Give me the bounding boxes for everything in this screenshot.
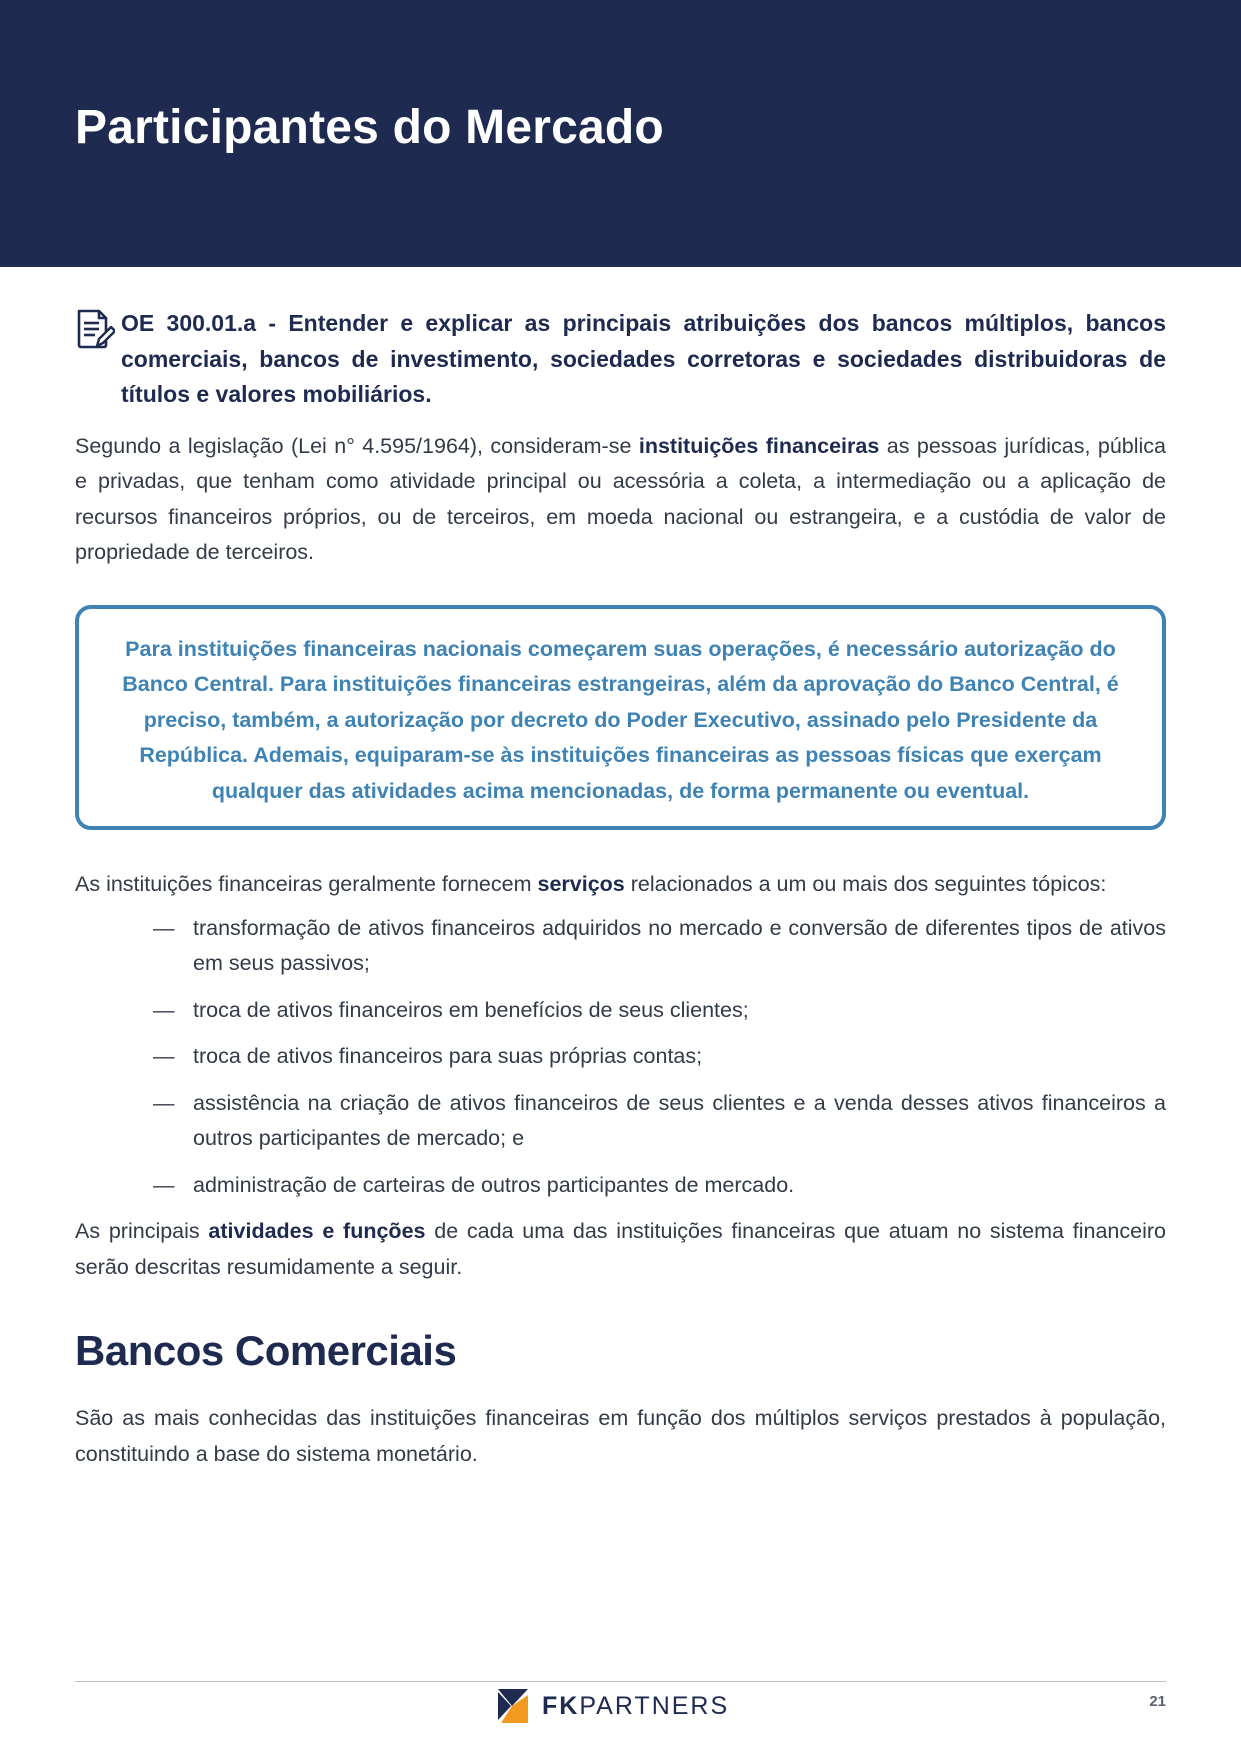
bold-term: instituições financeiras xyxy=(638,433,880,458)
activities-paragraph: As principais atividades e funções de cada uma das instituições financeiras que atuam no sistema financeiro serão descritas resumidamente a seguir. xyxy=(75,1219,1166,1279)
list-item: — transformação de ativos financeiros adquiridos no mercado e conversão de diferentes tipos de ativos em seus passivos; xyxy=(75,911,1166,982)
fk-logo-icon xyxy=(498,1689,528,1723)
document-edit-icon xyxy=(75,306,121,355)
page-header xyxy=(0,0,1241,267)
list-item: — troca de ativos financeiros para suas próprias contas; xyxy=(75,1039,1166,1075)
bold-term: serviços xyxy=(537,872,625,896)
dash-bullet: — xyxy=(153,1090,175,1115)
services-paragraph: As instituições financeiras geralmente fornecem serviços relacionados a um ou mais dos seguintes tópicos: xyxy=(75,872,1107,896)
list-item: — assistência na criação de ativos financeiros de seus clientes e a venda desses ativos financeiros a outros participantes de mercado; e xyxy=(75,1086,1166,1157)
page-title: Participantes do Mercado xyxy=(75,101,664,154)
list-item: — administração de carteiras de outros participantes de mercado. xyxy=(75,1168,1166,1204)
footer-divider xyxy=(75,1681,1166,1682)
dash-bullet: — xyxy=(153,1044,175,1068)
list-item: — troca de ativos financeiros em benefícios de seus clientes; xyxy=(75,993,1166,1029)
services-list xyxy=(75,911,1166,1204)
main-content xyxy=(75,306,1166,1472)
section-heading: Bancos Comerciais xyxy=(75,1327,457,1374)
callout-box xyxy=(75,605,1166,831)
page-number: 21 xyxy=(1149,1693,1166,1710)
section-paragraph: São as mais conhecidas das instituições financeiras em função dos múltiplos serviços prestados à população, constituindo a base do sistema monetário. xyxy=(75,1406,1166,1466)
footer-logo xyxy=(498,1689,729,1723)
dash-bullet: — xyxy=(153,1172,175,1197)
learning-objective xyxy=(75,306,1166,413)
objective-text: OE 300.01.a - Entender e explicar as principais atribuições dos bancos múltiplos, bancos comerciais, bancos de investimento, sociedades corretoras e sociedades distribuidoras de títulos e valores mobiliários. xyxy=(121,310,1166,407)
brand-name: FKPARTNERS xyxy=(542,1691,730,1720)
dash-bullet: — xyxy=(153,997,175,1022)
bold-term: atividades e funções xyxy=(208,1219,426,1243)
dash-bullet: — xyxy=(153,915,175,940)
intro-paragraph: Segundo a legislação (Lei n° 4.595/1964), consideram-se instituições financeiras as pessoas jurídicas, pública e privadas, que tenham como atividade principal ou acessória a coleta, a intermediação ou a aplicação de recursos financeiros próprios, ou de terceiros, em moeda nacional ou estrangeira, e a custódia de valor de propriedade de terceiros. xyxy=(75,433,1166,564)
callout-text: Para instituições financeiras nacionais começarem suas operações, é necessário autorização do Banco Central. Para instituições financeiras estrangeiras, além da aprovação do Banco Central, é preciso, também, a autorização por decreto do Poder Executivo, assinado pelo Presidente da República. Ademais, equiparam-se às instituições financeiras as pessoas físicas que exerçam qualquer das atividades acima mencionadas, de forma permanente ou eventual. xyxy=(122,636,1119,803)
